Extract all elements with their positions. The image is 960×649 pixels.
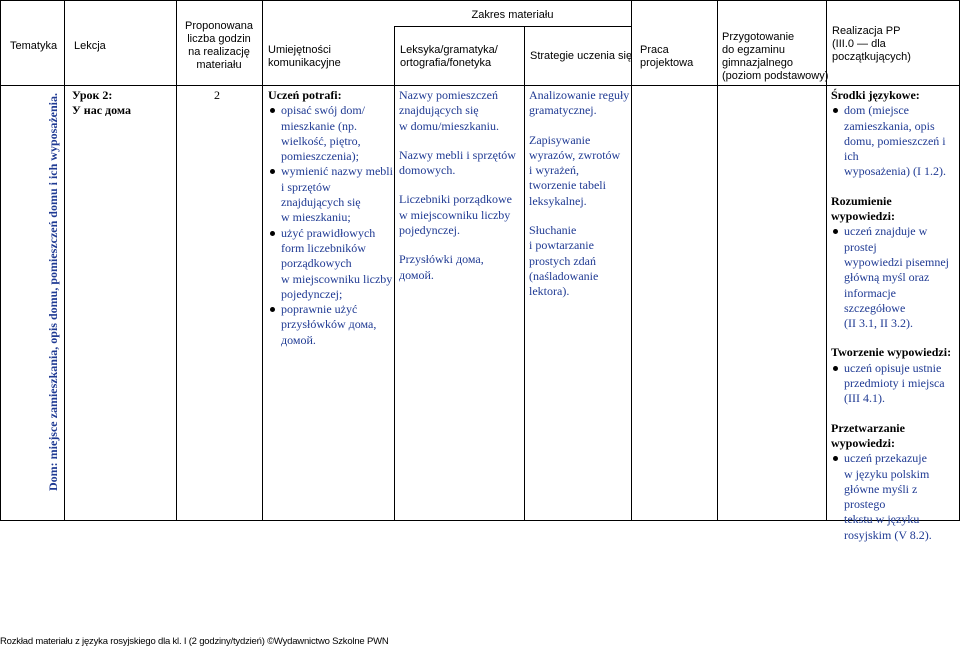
list-item: poprawnie użyć przysłówków дома, домой. — [268, 302, 394, 348]
header-praca: Praca projektowa — [640, 44, 694, 69]
przetwarzanie-list — [831, 451, 959, 543]
list-item: dom (miejsce zamieszkania, opis domu, pomieszczeń i ich wyposażenia) (I 1.2). — [831, 103, 959, 179]
rozumienie-heading: Rozumienie wypowiedzi: — [831, 193, 895, 224]
lekcja-cell: Урок 2: У нас дома — [72, 88, 131, 118]
godziny-cell: 2 — [214, 88, 220, 102]
umiejetnosci-cell: Uczeń potrafi: opisać swój dom/ mieszkanie (np. wielkość, piętro, pomieszczenia); wymienić nazwy mebli i sprzętów znajdujących się w mieszkaniu; użyć prawidłowych form liczebników porządkowych w miejscowniku liczby pojedynczej; poprawnie użyć przysłówków дома, домой. — [268, 88, 393, 347]
tworzenie-list — [831, 361, 959, 407]
header-strategie: Strategie uczenia się — [530, 50, 633, 62]
list-item: uczeń znajduje w prostej wypowiedzi pisemnej główną myśl oraz informacje szczegółowe (II 3.1, II 3.2). — [831, 224, 959, 331]
header-zakres: Zakres materiału — [471, 9, 554, 21]
rozumienie-list — [831, 224, 959, 331]
header-tematyka: Tematyka — [10, 40, 58, 52]
tematyka-cell: Dom: miejsce zamieszkania, opis domu, pomieszczeń domu i ich wyposażenia. — [46, 93, 60, 491]
header-lekcja: Lekcja — [74, 40, 106, 52]
header-przygotowanie: Przygotowanie do egzaminu gimnazjalnego (poziom podstawowy) — [722, 31, 829, 82]
list-item: użyć prawidłowych form liczebników porządkowych w miejscowniku liczby pojedynczej; — [268, 226, 394, 302]
header-leksyka: Leksyka/gramatyka/ ortografia/fonetyka — [400, 44, 498, 69]
przetwarzanie-heading: Przetwarzanie wypowiedzi: — [831, 420, 905, 450]
page-footer: Rozkład materiału z języka rosyjskiego dla kl. I (2 godziny/tydzień) ©Wydawnictwo Szkolne PWN — [0, 636, 389, 647]
umiejetnosci-list — [268, 103, 394, 348]
tworzenie-heading: Tworzenie wypowiedzi: — [831, 345, 952, 360]
strategie-cell: Analizowanie reguły gramatycznej. Zapisywanie wyrazów, zwrotów i wyrażeń, tworzenie tabeli leksykalnej. Słuchanie i powtarzanie prostych zdań (naśladowanie lektora). — [529, 88, 630, 299]
header-godziny: Proponowana liczba godzin na realizację materiału — [185, 20, 253, 71]
list-item: uczeń opisuje ustnie przedmioty i miejsca (III 4.1). — [831, 361, 959, 407]
list-item: opisać swój dom/ mieszkanie (np. wielkość, piętro, pomieszczenia); — [268, 103, 394, 164]
list-item: wymienić nazwy mebli i sprzętów znajdujących się w mieszkaniu; — [268, 164, 394, 225]
realizacja-cell — [831, 88, 959, 543]
list-item: uczeń przekazuje w języku polskim główne myśli z prostego tekstu w języku rosyjskim (V 8.2). — [831, 451, 959, 543]
srodki-heading: Środki językowe: — [831, 88, 920, 102]
leksyka-cell: Nazwy pomieszczeń znajdujących się w domu/mieszkaniu. Nazwy mebli i sprzętów domowych. Liczebniki porządkowe w miejscowniku liczby pojedynczej. Przysłówki дома, домой. — [399, 88, 516, 282]
header-realizacja: Realizacja PP (III.0 — dla początkujących) — [832, 25, 911, 63]
srodki-list — [831, 103, 959, 179]
header-umiejetnosci: Umiejętności komunikacyjne — [268, 44, 341, 69]
